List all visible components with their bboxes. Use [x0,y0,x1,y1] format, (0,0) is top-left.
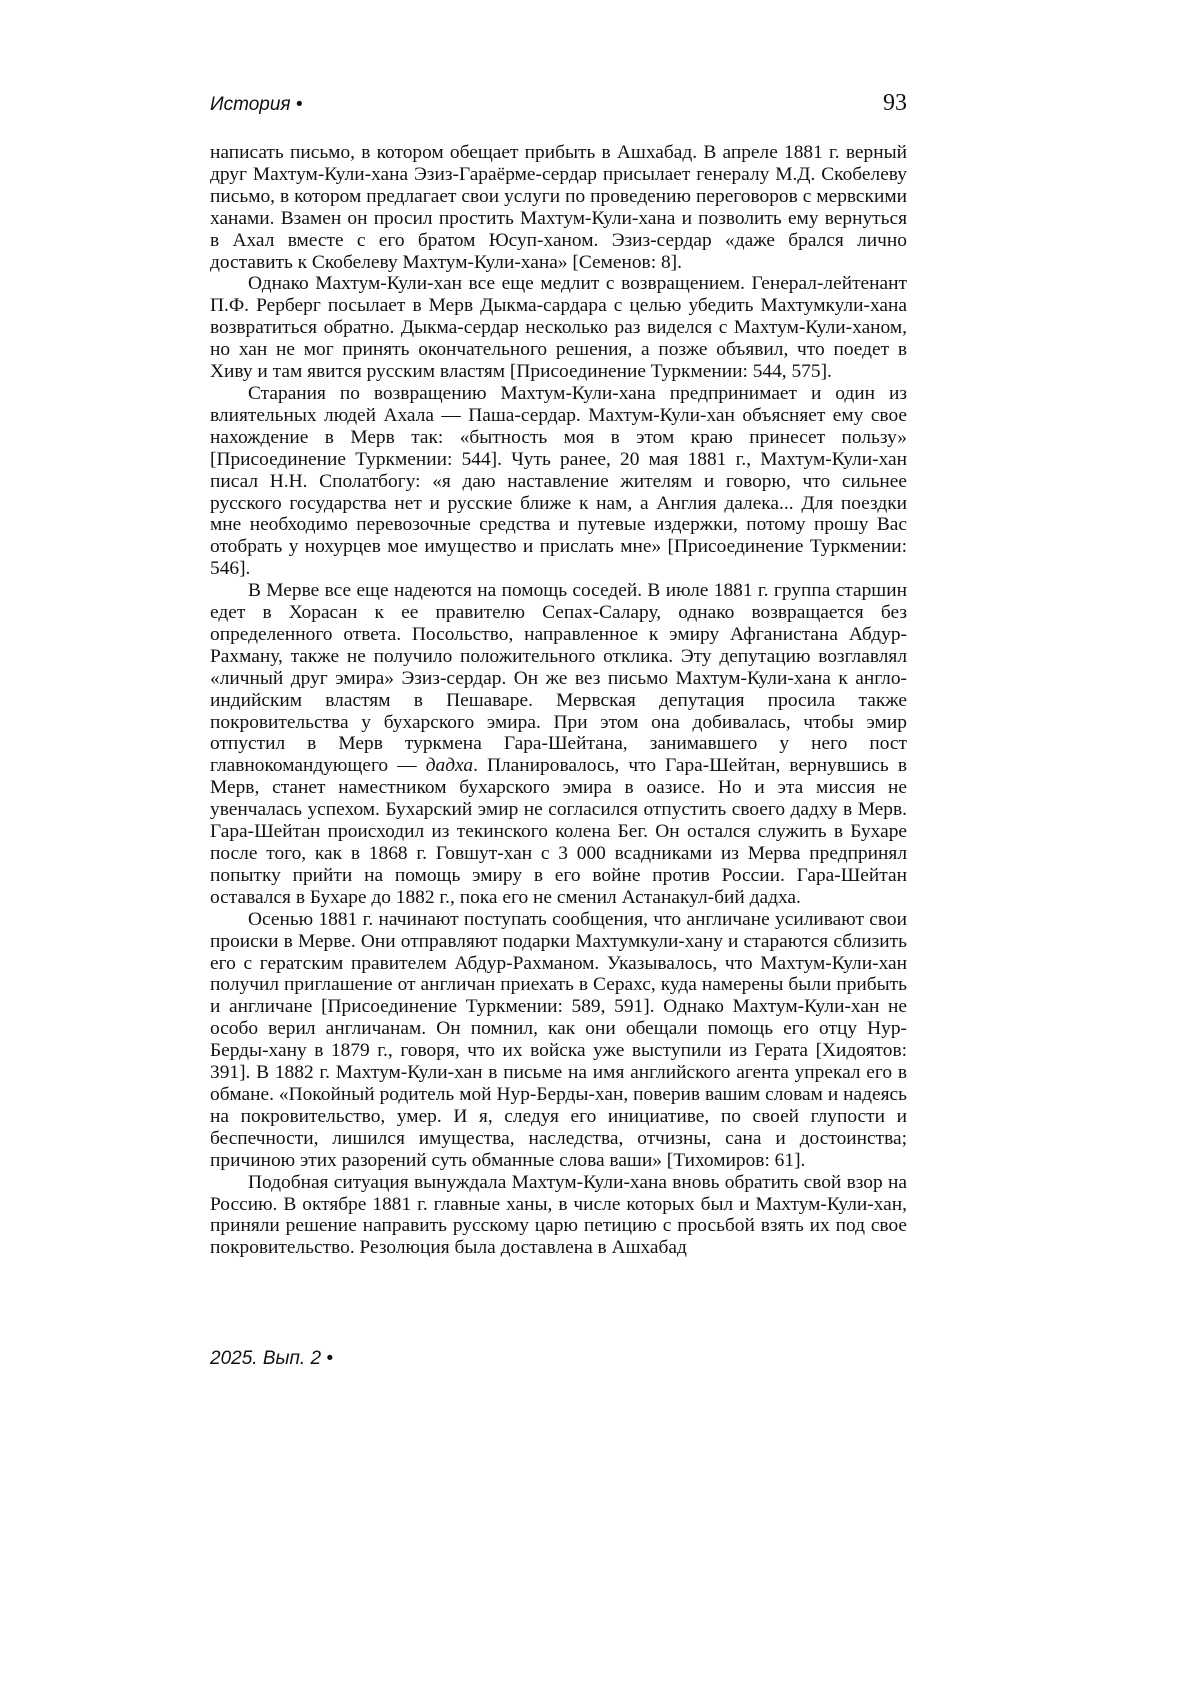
text-run: Однако Махтум-Кули-хан все еще медлит с возвращением. Генерал-лейтенант П.Ф. Рерберг посылает в Мерв Дыкма-сардара с целью убедить Махтумкули-хана возвратиться обратно. Дыкма-сердар несколько раз виделся с Махтум-Кули-ханом, но хан не мог принять окончательного решения, а позже объявил, что поедет в Хиву и там явится русским властям [Присоединение Туркмении: 544, 575]. [210,273,907,383]
issue-label: 2025. Вып. 2 • [210,1348,333,1369]
text-run: . Планировалось, что Гара-Шейтан, вернувшись в Мерв, станет наместником бухарского эмира в оазисе. Но и эта миссия не увенчалась успехом. Бухарский эмир не согласился отпустить своего дадху в Мерв. Гара-Шейтан происходил из текинского колена Бег. Он остался служить в Бухаре после того, как в 1868 г. Говшут-хан с 3 000 всадниками из Мерва предпринял попытку прийти на помощь эмиру в его войне против России. Гара-Шейтан оставался в Бухаре до 1882 г., пока его не сменил Астанакул-бий дадха. [210,755,907,908]
paragraph [210,383,907,580]
text-run: В Мерве все еще надеются на помощь соседей. В июле 1881 г. группа старшин едет в Хорасан к ее правителю Сепах-Салару, однако возвращается без определенного ответа. Посольство, направленное к эмиру Афганистана Абдур-Рахману, также не получило положительного отклика. Эту депутацию возглавлял «личный друг эмира» Эзиз-сердар. Он же вез письмо Махтум-Кули-хана к англо-индийским властям в Пешаваре. Мервская депутация просила также покровительства у бухарского эмира. При этом она добивалась, чтобы эмир отпустил в Мерв туркмена Гара-Шейтана, занимавшего у него пост главнокомандующего — [210,580,907,777]
paragraph [210,909,907,1172]
running-title: История • [210,94,303,115]
page-header [210,90,907,117]
italic-term: дадха [425,755,474,777]
text-run: Подобная ситуация вынуждала Махтум-Кули-хана вновь обратить свой взор на Россию. В октябре 1881 г. главные ханы, в числе которых был и Махтум-Кули-хан, приняли решение направить русскому царю петицию с просьбой взять их под свое покровительство. Резолюция была доставлена в Ашхабад [210,1171,907,1259]
text-run: Осенью 1881 г. начинают поступать сообщения, что англичане усиливают свои происки в Мерве. Они отправляют подарки Махтумкули-хану и стараются сблизить его с гератским правителем Абдур-Рахманом. Указывалось, что Махтум-Кули-хан получил приглашение от англичан приехать в Серахс, куда намерены были прибыть и англичане [Присоединение Туркмении: 589, 591]. Однако Махтум-Кули-хан не особо верил англичанам. Он помнил, как они обещали помощь его отцу Нур-Берды-хану в 1879 г., говоря, что их войска уже выступили из Герата [Хидоятов: 391]. В 1882 г. Махтум-Кули-хан в письме на имя английского агента упрекал его в обмане. «Покойный родитель мой Нур-Берды-хан, поверив вашим словам и надеясь на покровительство, умер. И я, следуя его инициативе, по своей глупости и беспечности, лишился имущества, наследства, отчизны, сана и достоинства; причиною этих разорений суть обманные слова ваши» [Тихомиров: 61]. [210,908,907,1171]
paragraph [210,142,907,273]
paragraph [210,1172,907,1260]
text-run: написать письмо, в котором обещает прибыть в Ашхабад. В апреле 1881 г. верный друг Махтум-Кули-хана Эзиз-Гараёрме-сердар присылает генералу М.Д. Скобелеву письмо, в котором предлагает свои услуги по проведению переговоров с мервскими ханами. Взамен он просил простить Махтум-Кули-хана и позволить ему вернуться в Ахал вместе с его братом Юсуп-ханом. Эзиз-сердар «даже брался лично доставить к Скобелеву Махтум-Кули-хана» [Семенов: 8]. [210,142,907,273]
paragraph [210,580,907,909]
text-run: Старания по возвращению Махтум-Кули-хана предпринимает и один из влиятельных людей Ахала — Паша-сердар. Махтум-Кули-хан объясняет ему свое нахождение в Мерв так: «бытность моя в этом краю принесет пользу» [Присоединение Туркмении: 544]. Чуть ранее, 20 мая 1881 г., Махтум-Кули-хан писал Н.Н. Сполатбогу: «я даю наставление жителям и говорю, что сильнее русского государства нет и русские ближе к нам, а Англия далека... Для поездки мне необходимо перевозочные средства и путевые издержки, потому прошу Вас отобрать у нохурцев мое имущество и прислать мне» [Присоединение Туркмении: 546]. [210,382,907,580]
paragraph [210,273,907,383]
page-footer [210,1348,333,1370]
article-body [210,142,907,1259]
page-number: 93 [883,90,907,116]
